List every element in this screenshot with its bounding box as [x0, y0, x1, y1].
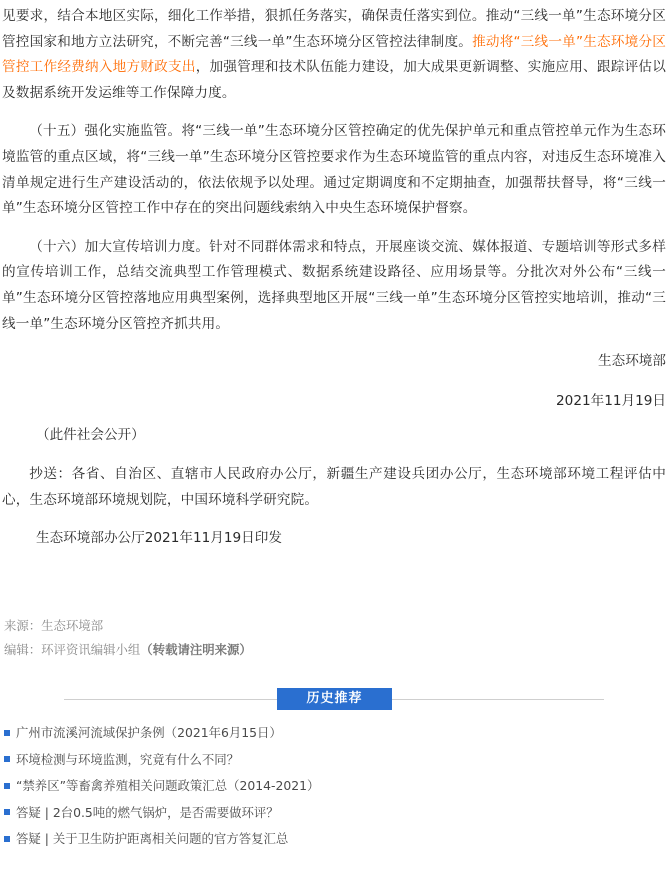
- cc-list: 抄送：各省、自治区、直辖市人民政府办公厅，新疆生产建设兵团办公厅，生态环境部环境工程评估中心，生态环境部环境规划院，中国环境科学研究院。: [2, 465, 666, 508]
- editor-note: （转载请注明来源）: [140, 642, 252, 657]
- recommendation-title: 环境检测与环境监测，究竟有什么不同？: [16, 751, 240, 767]
- recommendation-title: “禁养区”等畜禽养殖相关问题政策汇总（2014-2021）: [16, 778, 320, 793]
- print-note: 生态环境部办公厅2021年11月19日印发: [36, 530, 282, 547]
- editor-line: [4, 638, 252, 662]
- highlighted-text: 推动将“三线一单”生态环境分区管控工作经费纳入地方财政支出: [2, 33, 666, 76]
- paragraph-supervision: （十五）强化实施监管。将“三线一单”生态环境分区管控确定的优先保护单元和重点管控单元作为生态环境监管的重点区域，将“三线一单”生态环境分区管控要求作为生态环境监管的重点内容，对违反生态环境准入清单规定进行生产建设活动的，依法依规予以处理。通过定期调度和不定期抽查，加强帮扶督导，将“三线一单”生态环境分区管控工作中存在的突出问题线索纳入中央生态环境保护督察。: [2, 123, 666, 217]
- square-bullet-icon: [4, 730, 10, 736]
- recommendation-title: 答疑 | 关于卫生防护距离相关问题的官方答复汇总: [16, 831, 289, 846]
- recommendation-link[interactable]: [4, 828, 319, 855]
- paragraph-funding: [2, 4, 666, 106]
- recommendation-list: [4, 722, 319, 855]
- paragraph-publicity: （十六）加大宣传培训力度。针对不同群体需求和特点，开展座谈交流、媒体报道、专题培训等形式多样的宣传培训工作，总结交流典型工作管理模式、数据系统建设路径、应用场景等。分批次对外公布“三线一单”生态环境分区管控落地应用典型案例，选择典型地区开展“三线一单”生态环境分区管控实地培训，推动“三线一单”生态环境分区管控齐抓共用。: [2, 238, 666, 332]
- public-note: （此件社会公开）: [36, 427, 145, 444]
- recommendation-link[interactable]: [4, 722, 319, 749]
- paragraph-text: ，加强管理和技术队伍能力建设，加大成果更新调整、实施应用、跟踪评估以及数据系统开发运维等工作保障力度。: [2, 59, 666, 101]
- article-body: [2, 4, 666, 552]
- article-meta: [4, 614, 252, 662]
- signature-date: 2021年11月19日: [556, 392, 666, 409]
- source-line: 来源：生态环境部: [4, 618, 104, 633]
- square-bullet-icon: [4, 836, 10, 842]
- editor-text: 编辑：环评资讯编辑小组: [4, 642, 141, 657]
- history-title: 历史推荐: [277, 688, 392, 710]
- signature-org: 生态环境部: [598, 353, 666, 370]
- history-header: [64, 688, 604, 710]
- recommendation-link[interactable]: [4, 749, 319, 776]
- square-bullet-icon: [4, 809, 10, 815]
- square-bullet-icon: [4, 756, 10, 762]
- recommendation-link[interactable]: [4, 802, 319, 829]
- recommendation-link[interactable]: [4, 775, 319, 802]
- paragraph-text: 见要求，结合本地区实际，细化工作举措，狠抓任务落实，确保责任落实到位。推动“三线一单”生态环境分区管控国家和地方立法研究，不断完善“三线一单”生态环境分区管控法律制度。: [2, 8, 666, 50]
- recommendation-title: 广州市流溪河流域保护条例（2021年6月15日）: [16, 725, 282, 740]
- square-bullet-icon: [4, 783, 10, 789]
- recommendation-title: 答疑 | 2台0.5吨的燃气锅炉，是否需要做环评？: [16, 804, 279, 820]
